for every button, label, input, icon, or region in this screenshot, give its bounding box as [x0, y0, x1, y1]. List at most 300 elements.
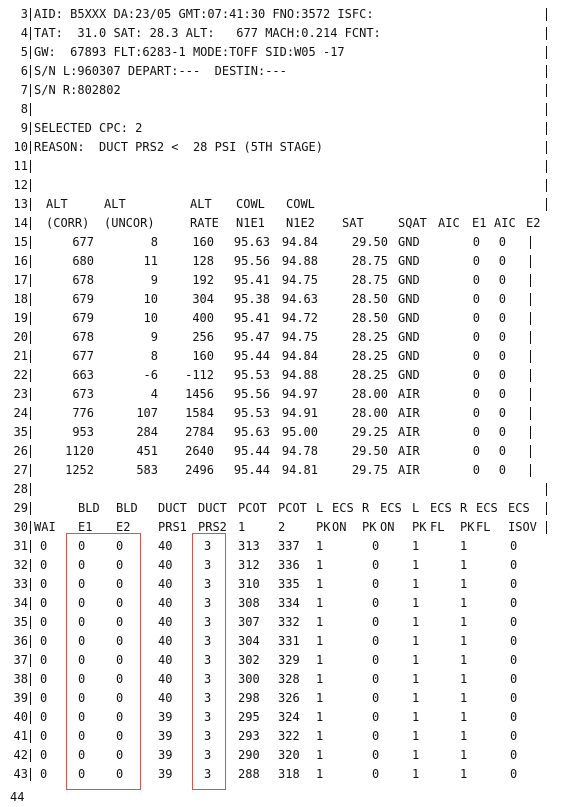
line-separator [30, 141, 31, 154]
table2-cell: 0 [78, 653, 86, 667]
line-separator [30, 312, 31, 325]
table2-cell: 0 [372, 672, 380, 686]
header-text: TAT: 31.0 SAT: 28.3 ALT: 677 MACH:0.214 FCNT: [34, 26, 381, 40]
table1-cell: 107 [136, 406, 158, 420]
table1-cell: 94.72 [281, 311, 318, 325]
report-line [0, 62, 574, 81]
table1-cell: 776 [72, 406, 94, 420]
table2-cell: 0 [78, 710, 86, 724]
table2-header-cell: E1 [78, 520, 93, 534]
table2-cell: 0 [372, 729, 380, 743]
report-line [0, 176, 574, 195]
table2-cell: 1 [316, 653, 324, 667]
right-border [546, 160, 547, 173]
table1-cell: 8 [150, 349, 158, 363]
row-end-bar [530, 426, 531, 439]
table1-cell: 29.75 [351, 463, 388, 477]
table2-cell: 0 [510, 634, 518, 648]
line-separator [30, 464, 31, 477]
table2-cell: 3 [204, 672, 212, 686]
row-end-bar [530, 350, 531, 363]
table2-header-cell: 1 [238, 520, 246, 534]
table1-cell: 29.50 [351, 235, 388, 249]
row-end-bar [530, 407, 531, 420]
table2-cell: 0 [510, 691, 518, 705]
line-separator [30, 388, 31, 401]
right-border [546, 84, 547, 97]
header-text: S/N R:802802 [34, 83, 121, 97]
right-border [546, 65, 547, 78]
table2-cell: 0 [372, 577, 380, 591]
table2-cell: 0 [372, 596, 380, 610]
table2-cell: 1 [316, 729, 324, 743]
table2-cell: 0 [78, 596, 86, 610]
line-separator [30, 654, 31, 667]
table2-cell: 0 [116, 748, 124, 762]
table2-cell: 0 [372, 767, 380, 781]
table1-cell: 0 [498, 311, 506, 325]
table2-cell: 1 [316, 577, 324, 591]
table2-cell: 0 [78, 634, 86, 648]
line-number: 20 [13, 330, 28, 344]
table2-header-cell: L [412, 501, 420, 515]
table2-cell: 288 [238, 767, 260, 781]
table1-cell: 128 [192, 254, 214, 268]
table2-cell: 0 [78, 729, 86, 743]
table1-cell: AIR [398, 425, 420, 439]
table2-cell: 329 [278, 653, 300, 667]
line-number: 36 [13, 634, 28, 648]
table1-cell: 0 [472, 406, 480, 420]
table1-header-cell: COWL [286, 197, 315, 211]
table2-header-cell: BLD [78, 501, 100, 515]
table1-cell: 284 [136, 425, 158, 439]
row-end-bar [530, 388, 531, 401]
table2-cell: 322 [278, 729, 300, 743]
line-number: 35 [13, 425, 28, 439]
table2-cell: 1 [316, 672, 324, 686]
table1-cell: 0 [472, 349, 480, 363]
line-number: 13 [13, 197, 28, 211]
table2-cell: 0 [40, 767, 48, 781]
line-separator [30, 274, 31, 287]
table1-cell: 95.53 [233, 406, 270, 420]
table2-cell: 0 [510, 558, 518, 572]
table2-header-cell: PCOT [238, 501, 267, 515]
line-number: 19 [13, 311, 28, 325]
table2-cell: 40 [158, 653, 173, 667]
table1-header-cell: E2 [526, 216, 541, 230]
table1-cell: 29.25 [351, 425, 388, 439]
table1-cell: 28.00 [351, 387, 388, 401]
table2-cell: 1 [412, 577, 420, 591]
table1-cell: 0 [498, 292, 506, 306]
line-number: 32 [13, 558, 28, 572]
line-separator [30, 160, 31, 173]
table1-cell: 0 [472, 254, 480, 268]
line-separator [30, 616, 31, 629]
table2-cell: 1 [460, 539, 468, 553]
table2-cell: 312 [238, 558, 260, 572]
table2-cell: 0 [78, 691, 86, 705]
table1-cell: 95.41 [233, 311, 270, 325]
report-line [0, 119, 574, 138]
table1-cell: 1456 [185, 387, 214, 401]
line-number: 5 [20, 45, 28, 59]
line-number: 31 [13, 539, 28, 553]
table2-cell: 3 [204, 710, 212, 724]
report-line [0, 5, 574, 24]
table1-cell: 11 [143, 254, 158, 268]
report-line [0, 366, 574, 385]
table1-cell: 94.75 [281, 330, 318, 344]
line-separator [30, 407, 31, 420]
table2-header-cell: BLD [116, 501, 138, 515]
line-number: 6 [20, 64, 28, 78]
table2-cell: 0 [372, 539, 380, 553]
table2-cell: 0 [116, 634, 124, 648]
table1-cell: 953 [72, 425, 94, 439]
table1-cell: 94.81 [281, 463, 318, 477]
table1-cell: 28.75 [351, 254, 388, 268]
report-line [0, 271, 574, 290]
table2-cell: 0 [372, 615, 380, 629]
report-line [0, 347, 574, 366]
line-number: 23 [13, 387, 28, 401]
table1-cell: 400 [192, 311, 214, 325]
table2-cell: 40 [158, 672, 173, 686]
line-number: 24 [13, 406, 28, 420]
table1-cell: 94.84 [281, 349, 318, 363]
table2-cell: 0 [40, 653, 48, 667]
table2-cell: 320 [278, 748, 300, 762]
line-number: 29 [13, 501, 28, 515]
header-text: AID: B5XXX DA:23/05 GMT:07:41:30 FNO:3572 ISFC: [34, 7, 374, 21]
table2-cell: 328 [278, 672, 300, 686]
line-separator [30, 122, 31, 135]
table1-cell: 0 [472, 273, 480, 287]
table2-cell: 0 [40, 577, 48, 591]
table1-cell: GND [398, 254, 420, 268]
table1-cell: 0 [472, 330, 480, 344]
table2-header-cell: FL [476, 520, 491, 534]
table1-cell: 1584 [185, 406, 214, 420]
table2-header-cell: R [460, 501, 468, 515]
table2-cell: 40 [158, 577, 173, 591]
table2-cell: 1 [316, 539, 324, 553]
table2-cell: 293 [238, 729, 260, 743]
table1-cell: 28.75 [351, 273, 388, 287]
table2-cell: 3 [204, 558, 212, 572]
table2-cell: 3 [204, 729, 212, 743]
table2-cell: 0 [40, 748, 48, 762]
table1-header-cell: N1E2 [286, 216, 315, 230]
table2-header-cell: L [316, 501, 324, 515]
table2-cell: 0 [510, 577, 518, 591]
line-number: 40 [13, 710, 28, 724]
table2-cell: 0 [510, 596, 518, 610]
table2-cell: 1 [460, 691, 468, 705]
line-separator [30, 749, 31, 762]
report-line [0, 442, 574, 461]
table1-cell: 94.88 [281, 368, 318, 382]
table2-cell: 300 [238, 672, 260, 686]
table1-cell: 95.53 [233, 368, 270, 382]
table2-cell: 0 [78, 577, 86, 591]
table1-cell: 95.63 [233, 235, 270, 249]
table2-cell: 0 [372, 710, 380, 724]
table2-header-cell: ECS [380, 501, 402, 515]
table1-cell: 94.88 [281, 254, 318, 268]
table2-cell: 40 [158, 539, 173, 553]
table2-header-cell: ECS [508, 501, 530, 515]
row-end-bar [530, 369, 531, 382]
table2-cell: 3 [204, 577, 212, 591]
table2-cell: 0 [40, 634, 48, 648]
table1-cell: 663 [72, 368, 94, 382]
table2-cell: 0 [78, 539, 86, 553]
table2-header-cell: ECS [430, 501, 452, 515]
table2-cell: 1 [460, 615, 468, 629]
table2-cell: 1 [460, 634, 468, 648]
report-line [0, 43, 574, 62]
table2-cell: 0 [116, 691, 124, 705]
line-number: 9 [20, 121, 28, 135]
table1-cell: 95.00 [281, 425, 318, 439]
table2-cell: 1 [412, 710, 420, 724]
table1-cell: 679 [72, 292, 94, 306]
table2-cell: 308 [238, 596, 260, 610]
right-border [546, 46, 547, 59]
table1-cell: 192 [192, 273, 214, 287]
line-number: 8 [20, 102, 28, 116]
line-separator [30, 768, 31, 781]
table1-header-cell: AIC [494, 216, 516, 230]
table2-cell: 0 [40, 615, 48, 629]
line-separator [30, 103, 31, 116]
table2-cell: 39 [158, 767, 173, 781]
table1-cell: 0 [498, 235, 506, 249]
table1-cell: GND [398, 311, 420, 325]
table2-cell: 0 [510, 729, 518, 743]
table2-cell: 1 [460, 653, 468, 667]
report-line [0, 81, 574, 100]
table1-cell: 451 [136, 444, 158, 458]
table2-cell: 0 [40, 710, 48, 724]
table2-cell: 1 [412, 634, 420, 648]
table2-header-cell: R [362, 501, 370, 515]
table2-header-cell: PCOT [278, 501, 307, 515]
table2-header-cell: 2 [278, 520, 286, 534]
line-separator [30, 8, 31, 21]
table1-cell: 0 [498, 463, 506, 477]
table2-cell: 304 [238, 634, 260, 648]
line-separator [30, 217, 31, 230]
table1-header-cell: SAT [342, 216, 364, 230]
table1-cell: AIR [398, 387, 420, 401]
table2-cell: 3 [204, 767, 212, 781]
table1-header-cell: SQAT [398, 216, 427, 230]
line-number: 34 [13, 596, 28, 610]
table2-cell: 0 [510, 767, 518, 781]
table1-cell: 0 [498, 406, 506, 420]
table2-cell: 39 [158, 729, 173, 743]
table1-cell: 160 [192, 235, 214, 249]
line-separator [30, 65, 31, 78]
line-number: 12 [13, 178, 28, 192]
table1-cell: 677 [72, 349, 94, 363]
table2-cell: 1 [316, 634, 324, 648]
table2-header-cell: DUCT [198, 501, 227, 515]
table2-cell: 337 [278, 539, 300, 553]
table1-cell: 95.56 [233, 387, 270, 401]
table1-header-cell: N1E1 [236, 216, 265, 230]
table1-cell: 9 [150, 330, 158, 344]
table2-header-cell: ON [380, 520, 395, 534]
line-number: 21 [13, 349, 28, 363]
report-line [0, 290, 574, 309]
table1-cell: 28.00 [351, 406, 388, 420]
table1-cell: 0 [498, 330, 506, 344]
report-line [0, 385, 574, 404]
line-number: 17 [13, 273, 28, 287]
right-border [546, 198, 547, 211]
table2-cell: 0 [78, 672, 86, 686]
table2-cell: 0 [40, 672, 48, 686]
table1-cell: 94.75 [281, 273, 318, 287]
table2-cell: 1 [316, 748, 324, 762]
table1-cell: 94.78 [281, 444, 318, 458]
line-separator [30, 350, 31, 363]
line-number: 16 [13, 254, 28, 268]
line-number: 11 [13, 159, 28, 173]
table2-cell: 1 [412, 558, 420, 572]
table1-cell: 680 [72, 254, 94, 268]
table2-cell: 1 [460, 729, 468, 743]
table2-cell: 39 [158, 748, 173, 762]
table1-cell: 0 [472, 292, 480, 306]
table2-cell: 334 [278, 596, 300, 610]
table2-cell: 336 [278, 558, 300, 572]
line-number: 3 [20, 7, 28, 21]
row-end-bar [530, 464, 531, 477]
table1-cell: 583 [136, 463, 158, 477]
line-number: 43 [13, 767, 28, 781]
table1-cell: GND [398, 235, 420, 249]
row-end-bar [530, 255, 531, 268]
table2-cell: 1 [412, 729, 420, 743]
header-text: REASON: DUCT PRS2 < 28 PSI (5TH STAGE) [34, 140, 323, 154]
table1-cell: AIR [398, 406, 420, 420]
report-line [0, 24, 574, 43]
table2-cell: 1 [316, 558, 324, 572]
table1-cell: 94.84 [281, 235, 318, 249]
table1-cell: 673 [72, 387, 94, 401]
table2-cell: 1 [460, 596, 468, 610]
table1-header-cell: RATE [190, 216, 219, 230]
row-end-bar [530, 274, 531, 287]
table2-header-cell: WAI [34, 520, 56, 534]
table1-cell: 0 [472, 387, 480, 401]
report-line [0, 138, 574, 157]
table2-cell: 3 [204, 748, 212, 762]
row-end-bar [530, 236, 531, 249]
report-line [0, 404, 574, 423]
table2-header-cell: ISOV [508, 520, 537, 534]
table2-cell: 324 [278, 710, 300, 724]
table1-cell: 95.44 [233, 444, 270, 458]
table1-cell: 679 [72, 311, 94, 325]
table2-cell: 40 [158, 691, 173, 705]
table1-cell: 0 [498, 387, 506, 401]
line-number: 7 [20, 83, 28, 97]
line-separator [30, 540, 31, 553]
table2-cell: 3 [204, 691, 212, 705]
table1-cell: 160 [192, 349, 214, 363]
table1-cell: 95.44 [233, 463, 270, 477]
table2-header-cell: PK [412, 520, 427, 534]
right-border [546, 179, 547, 192]
table2-cell: 326 [278, 691, 300, 705]
table1-cell: 677 [72, 235, 94, 249]
table2-cell: 1 [460, 558, 468, 572]
line-number: 42 [13, 748, 28, 762]
table2-cell: 0 [40, 558, 48, 572]
right-border [546, 8, 547, 21]
table1-cell: 1120 [65, 444, 94, 458]
table1-cell: 2496 [185, 463, 214, 477]
table2-cell: 0 [40, 691, 48, 705]
table2-cell: 0 [78, 748, 86, 762]
line-number: 22 [13, 368, 28, 382]
table2-cell: 1 [460, 710, 468, 724]
trailing-line-number: 44 [10, 790, 25, 804]
table2-cell: 0 [116, 539, 124, 553]
table2-cell: 1 [316, 767, 324, 781]
table2-cell: 1 [412, 596, 420, 610]
table2-cell: 1 [412, 539, 420, 553]
table2-cell: 0 [510, 615, 518, 629]
line-separator [30, 673, 31, 686]
table2-cell: 1 [412, 691, 420, 705]
table2-cell: 332 [278, 615, 300, 629]
report-line [0, 480, 574, 499]
table1-header-cell: (UNCOR) [104, 216, 155, 230]
report-line [0, 214, 574, 233]
table1-cell: 0 [498, 254, 506, 268]
line-separator [30, 483, 31, 496]
table2-cell: 0 [372, 634, 380, 648]
right-border [546, 103, 547, 116]
line-separator [30, 711, 31, 724]
table1-header-cell: (CORR) [46, 216, 90, 230]
table1-cell: AIR [398, 444, 420, 458]
table2-cell: 1 [316, 710, 324, 724]
table2-cell: 290 [238, 748, 260, 762]
table1-cell: -6 [143, 368, 158, 382]
table1-cell: 94.63 [281, 292, 318, 306]
table2-cell: 3 [204, 634, 212, 648]
table2-cell: 1 [412, 653, 420, 667]
report-line [0, 157, 574, 176]
report-line [0, 499, 574, 518]
line-number: 39 [13, 691, 28, 705]
table2-header-cell: PK [316, 520, 331, 534]
report-line [0, 252, 574, 271]
table2-cell: 40 [158, 558, 173, 572]
table1-cell: 28.25 [351, 349, 388, 363]
line-number: 30 [13, 520, 28, 534]
